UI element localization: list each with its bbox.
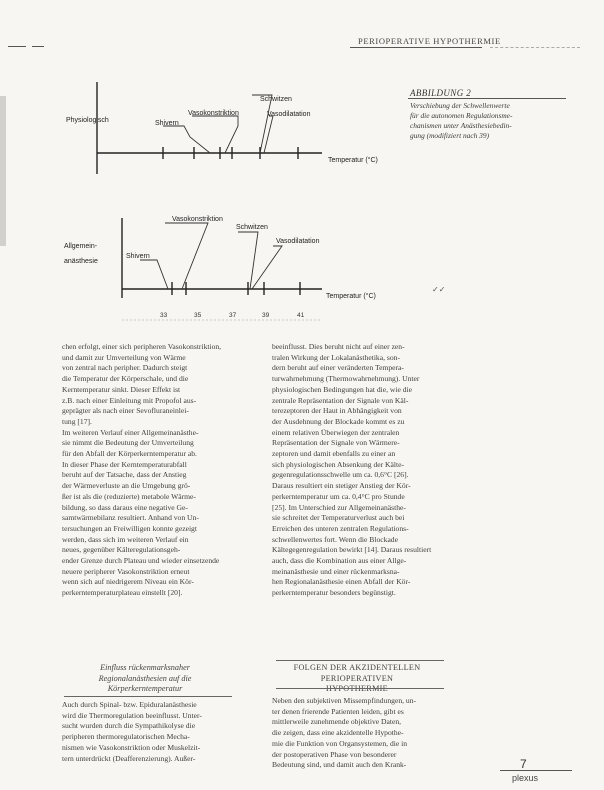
margin-marks: ✓✓	[432, 285, 446, 294]
section-heading-line: HYPOTHERMIE	[326, 684, 388, 693]
text-line: gegenregulationsschwelle um ca. 0,6°C [26].	[272, 470, 409, 480]
caption-line: chanismen unter Anästhesiebedin-	[410, 121, 512, 130]
text-line: bildung, so dass daraus eine negative Ge-	[62, 502, 188, 512]
text-line: turwahrnehmung (Thermowahrnehmung). Unter	[272, 374, 420, 384]
footer-rule	[500, 770, 572, 771]
body2-column-left	[62, 700, 232, 764]
bottom-xlabel: Temperatur (°C)	[326, 293, 376, 300]
section-rule	[64, 696, 232, 697]
text-line: und damit zur Umverteilung von Wärme	[62, 352, 186, 362]
section-heading-right	[270, 663, 444, 695]
tick-label: 39	[262, 312, 270, 319]
bottom-ylabel-line2: anästhesie	[64, 258, 98, 265]
text-line: sucht wurden durch die Sympathikolyse die	[62, 721, 196, 731]
text-line: meinanästhesie und einer rückenmarksna-	[272, 566, 400, 576]
text-line: Erreichen des unteren zentralen Regulations-	[272, 523, 409, 533]
text-line: Repräsentation der Signale von Wärmere-	[272, 438, 400, 448]
text-line: von zentral nach peripher. Dadurch steigt	[62, 363, 188, 373]
section-heading-line: Regionalanästhesien auf die	[98, 673, 192, 683]
top-leader-shivern	[163, 126, 210, 153]
text-line: chen erfolgt, einer sich peripheren Vasokonstriktion,	[62, 342, 222, 351]
text-line: werden, dass sich im weiteren Verlauf ein	[62, 534, 189, 544]
top-ylabel: Physiologisch	[66, 117, 109, 124]
bottom-label-vasodilatation: Vasodilatation	[276, 238, 320, 245]
text-line: hen Regionalanästhesie einen Abfall der Kör-	[272, 577, 411, 587]
section-heading-line: FOLGEN DER AKZIDENTELLEN PERIOPERATIVEN	[293, 663, 421, 683]
text-line: [25]. Im Unterschied zur Allgemeinanästhe-	[272, 502, 406, 512]
bottom-leader-shivern	[140, 260, 168, 289]
text-line: mie die Funktion von Organsystemen, die in	[272, 738, 408, 748]
text-line: dern beruht auf einer veränderten Tempera-	[272, 363, 404, 373]
text-line: Kältegegenregulation bewirkt [14]. Daraus resultiert	[272, 545, 432, 555]
top-label-shivern: Shivern	[155, 120, 179, 127]
top-leader-schwitzen	[252, 95, 272, 153]
text-line: tralen Wirkung der Lokalanästhetika, son-	[272, 352, 400, 362]
bottom-leader-schwitzen	[238, 232, 258, 289]
text-line: wenn sich auf niedrigerem Niveau ein Kör-	[62, 577, 194, 587]
text-line: zentrale Repräsentation der Signale von Käl-	[272, 395, 409, 405]
top-leader-vasodilatation	[264, 116, 273, 153]
text-line: perkerntemperaturplateau einstellt [20].	[62, 588, 183, 598]
text-line: ter denen frierende Patienten leiden, gibt es	[272, 706, 404, 716]
text-line: Im weiteren Verlauf einer Allgemeinanästhe-	[62, 427, 199, 437]
top-label-vasodilatation: Vasodilatation	[267, 111, 311, 118]
text-line: neuere peripherer Vasokonstriktion erneut	[62, 566, 190, 576]
top-leader-vasokonstriktion	[192, 116, 238, 153]
text-line: Neben den subjektiven Missempfindungen, un-	[272, 696, 417, 705]
top-label-schwitzen: Schwitzen	[260, 96, 292, 103]
scan-shadow	[0, 96, 6, 246]
caption-line: Verschiebung der Schwellenwerte	[410, 101, 510, 110]
text-line: z.B. nach einer Einleitung mit Propofol aus-	[62, 395, 197, 405]
tick-label: 41	[297, 312, 305, 319]
top-xlabel: Temperatur (°C)	[328, 157, 378, 164]
text-line: sich physiologischen Absenkung der Kälte-	[272, 459, 405, 469]
tick-label: 37	[229, 312, 237, 319]
text-line: In dieser Phase der Kerntemperaturabfall	[62, 459, 187, 469]
text-line: zeptoren und damit ebenfalls zu einer an	[272, 449, 396, 459]
section-heading-left	[58, 663, 232, 695]
text-line: tern unterdrückt (Deafferenzierung). Außer-	[62, 753, 196, 763]
text-line: samtwärmebilanz resultiert. Anhand von Un-	[62, 513, 199, 523]
body-column-left	[62, 342, 230, 599]
tick-label: 35	[194, 312, 202, 319]
figure-caption	[410, 101, 566, 141]
text-line: ender Grenze durch Plateau und wieder einsetzende	[62, 556, 220, 566]
top-label-vasokonstriktion: Vasokonstriktion	[188, 110, 239, 117]
text-line: physiologischen Bedingungen hat die, wie die	[272, 384, 413, 394]
text-line: nismen wie Vasokonstriktion oder Muskelzit-	[62, 742, 201, 752]
caption-line: für die autonomen Regulationsme-	[410, 111, 513, 120]
text-line: peripheren thermoregulatorischen Mecha-	[62, 732, 190, 742]
text-line: geprägter als nach einer Sevofluraneinlei-	[62, 406, 189, 416]
text-line: die zeigen, dass eine akzidentelle Hypothe-	[272, 728, 404, 738]
header-rule	[8, 46, 26, 47]
section-heading-line: Körperkerntemperatur	[107, 684, 183, 693]
bottom-leader-vasodilatation	[252, 246, 282, 289]
body-column-right	[272, 342, 440, 599]
tick-label: 33	[160, 312, 168, 319]
text-line: perkerntemperatur besonders begünstigt.	[272, 588, 396, 598]
text-line: der postoperativen Phase von besonderer	[272, 749, 397, 759]
bottom-ylabel-line1: Allgemein-	[64, 243, 98, 250]
text-line: perkerntemperatur um ca. 0,4°C pro Stunde	[272, 491, 405, 501]
figure-caption-title: ABBILDUNG 2	[410, 88, 472, 98]
section-heading-line: Einfluss rückenmarksnaher	[100, 663, 190, 672]
header-rule-dashed	[490, 47, 580, 48]
text-line: neues, gegenüber Kälteregulationsgeh-	[62, 545, 181, 555]
bottom-label-shivern: Shivern	[126, 253, 150, 260]
bottom-leader-vasokonstriktion	[165, 223, 208, 289]
brand-label: plexus	[512, 773, 539, 783]
header-rule	[350, 47, 482, 48]
text-line: mittlerweile zunehmende objektive Daten,	[272, 717, 402, 727]
text-line: tersuchungen an Freiwilligen konnte gezeigt	[62, 523, 197, 533]
text-line: tung [17].	[62, 416, 92, 426]
text-line: sie schreitet der Temperaturverlust auch bei	[272, 513, 405, 523]
text-line: beeinflusst. Dies beruht nicht auf einer zen-	[272, 342, 405, 351]
caption-rule	[408, 98, 566, 99]
text-line: Bedeutung sind, und damit auch den Krank-	[272, 760, 407, 770]
running-title: PERIOPERATIVE HYPOTHERMIE	[358, 36, 501, 46]
text-line: wird die Thermoregulation beeinflusst. Unter-	[62, 710, 202, 720]
text-line: beruht auf der Tatsache, dass der Anstieg	[62, 470, 187, 480]
section-rule	[276, 688, 444, 689]
text-line: der Ausdehnung der Blockade kommt es zu	[272, 416, 405, 426]
text-line: Kerntemperatur sinkt. Dieser Effekt ist	[62, 384, 181, 394]
text-line: Auch durch Spinal- bzw. Epiduralanästhesie	[62, 700, 197, 709]
text-line: schwellenwertes fort. Wenn die Blockade	[272, 534, 398, 544]
threshold-figure	[60, 82, 378, 332]
text-line: für den Abfall der Körperkerntemperatur ab.	[62, 449, 197, 459]
page-number: 7	[520, 757, 527, 771]
bottom-label-schwitzen: Schwitzen	[236, 224, 268, 231]
bottom-label-vasokonstriktion: Vasokonstriktion	[172, 216, 223, 223]
header-rule	[32, 46, 44, 47]
section-rule	[276, 660, 444, 661]
body2-column-right	[272, 696, 442, 771]
text-line: die Temperatur der Körperschale, und die	[62, 374, 189, 384]
text-line: einem relativen Überwiegen der zentralen	[272, 427, 400, 437]
text-line: der Wärmeverluste an die Umgebung grö-	[62, 481, 191, 491]
text-line: sie nimmt die Bedeutung der Umverteilung	[62, 438, 194, 448]
text-line: ßer ist als die (reduzierte) metabole Wärme-	[62, 491, 196, 501]
caption-line: gung (modifiziert nach 39)	[410, 131, 490, 140]
text-line: auch, dass die Kombination aus einer Allge-	[272, 556, 407, 566]
text-line: terezeptoren der Haut in Abhängigkeit von	[272, 406, 402, 416]
text-line: Daraus resultiert ein stetiger Anstieg der Kör-	[272, 481, 411, 491]
